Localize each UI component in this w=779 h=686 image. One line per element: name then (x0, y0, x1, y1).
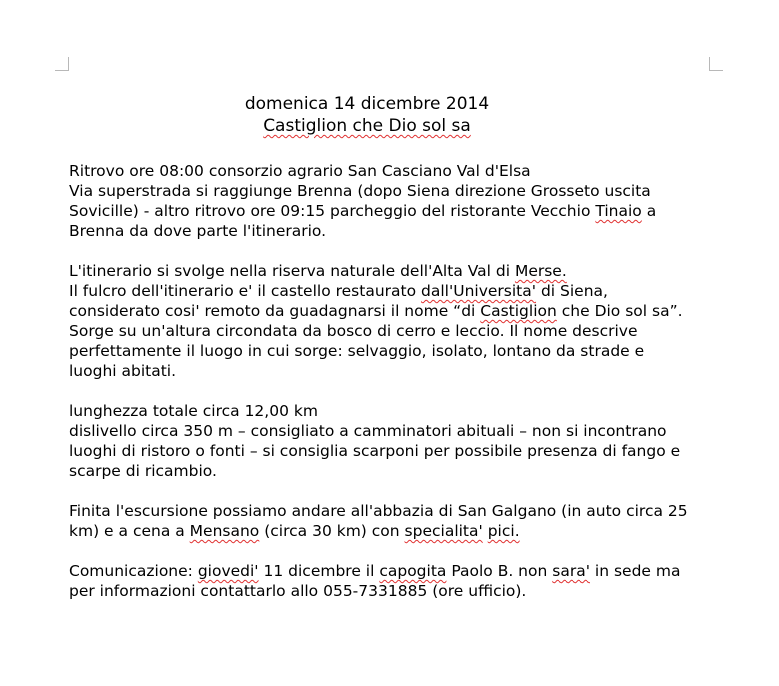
text-run: Brenna da dove parte l'itinerario. (69, 222, 327, 240)
text-run: che Dio sol sa”. (556, 302, 683, 320)
paragraph (69, 561, 739, 601)
page-corner-top-right (709, 57, 723, 71)
text-line (69, 301, 739, 321)
text-run: di Siena, (536, 282, 608, 300)
text-run: lunghezza totale circa 12,00 km (69, 402, 318, 420)
text-run: luoghi di ristoro o fonti – si consiglia scarponi per possibile presenza di fango e (69, 442, 681, 460)
text-line (69, 161, 739, 181)
spellcheck-word: capogita (379, 562, 447, 580)
spellcheck-word: Castiglion (480, 302, 557, 320)
spellcheck-word: Mensano (189, 522, 260, 540)
event-title (0, 115, 734, 137)
text-run: a (641, 202, 657, 220)
paragraph (69, 161, 739, 241)
text-line (69, 561, 739, 581)
text-line (69, 441, 739, 461)
text-line (69, 181, 739, 201)
spellcheck-word: pici. (487, 522, 520, 540)
text-run: 11 dicembre il (258, 562, 380, 580)
event-date: domenica 14 dicembre 2014 (244, 94, 490, 114)
text-line (69, 581, 739, 601)
paragraph (69, 261, 739, 381)
text-run: scarpe di ricambio. (69, 462, 217, 480)
document-header (0, 93, 734, 137)
text-run: Sorge su un'altura circondata da bosco di cerro e leccio. Il nome descrive (69, 322, 638, 340)
text-line (69, 201, 739, 221)
text-line (69, 281, 739, 301)
text-run: per informazioni contattarlo allo 055-7331885 (ore ufficio). (69, 582, 527, 600)
text-run: Il fulcro dell'itinerario e' il castello restaurato (69, 282, 422, 300)
text-run: L'itinerario si svolge nella riserva naturale dell'Alta Val di (69, 262, 515, 280)
text-run: Finita l'escursione possiamo andare all'abbazia di San Galgano (in auto circa 25 (69, 502, 688, 520)
text-run: Comunicazione: (69, 562, 198, 580)
text-run: km) e a cena a (69, 522, 190, 540)
text-run: Ritrovo ore 08:00 consorzio agrario San Casciano Val d'Elsa (69, 162, 531, 180)
spellcheck-word: dall'Universita' (421, 282, 537, 300)
text-run: dislivello circa 350 m – consigliato a camminatori abituali – non si incontrano (69, 422, 667, 440)
text-run: Paolo B. non (446, 562, 553, 580)
text-line (69, 361, 739, 381)
text-line (69, 221, 739, 241)
text-line (69, 521, 739, 541)
text-run: Via superstrada si raggiunge Brenna (dopo Siena direzione Grosseto uscita (69, 182, 651, 200)
text-run: (circa 30 km) con (259, 522, 405, 540)
spellcheck-word: specialita' (404, 522, 483, 540)
text-line (69, 341, 739, 361)
text-run: Sovicille) - altro ritrovo ore 09:15 parcheggio del ristorante Vecchio (69, 202, 596, 220)
spellcheck-word: Tinaio (595, 202, 642, 220)
text-line (69, 401, 739, 421)
text-line (69, 461, 739, 481)
paragraph (69, 501, 739, 541)
document-body (69, 161, 739, 621)
spellcheck-word: giovedi' (197, 562, 259, 580)
text-run: perfettamente il luogo in cui sorge: selvaggio, isolato, lontano da strade e (69, 342, 645, 360)
page-corner-top-left (55, 57, 69, 71)
title-text: Castiglion che Dio sol sa (263, 116, 471, 136)
spellcheck-word: sara' (552, 562, 590, 580)
paragraph (69, 401, 739, 481)
text-line (69, 501, 739, 521)
text-line (69, 421, 739, 441)
text-run: considerato cosi' remoto da guadagnarsi il nome “di (69, 302, 481, 320)
text-run: luoghi abitati. (69, 362, 177, 380)
text-line (69, 261, 739, 281)
text-run: in sede ma (589, 562, 681, 580)
spellcheck-word: Merse. (514, 262, 567, 280)
text-line (69, 321, 739, 341)
